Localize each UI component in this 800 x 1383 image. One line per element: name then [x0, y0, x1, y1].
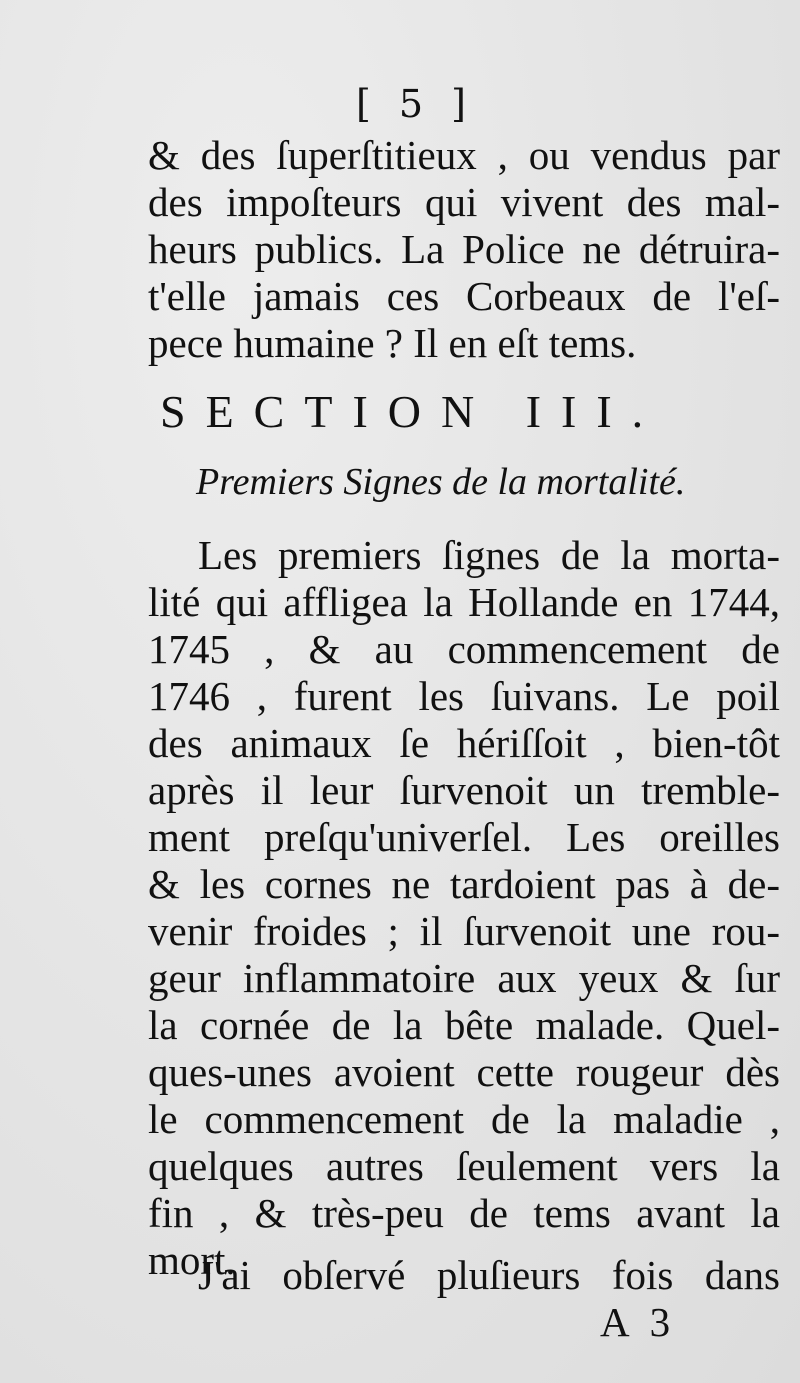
text-line: geur inflammatoire aux yeux & ſur	[148, 955, 780, 1001]
text-line: J'ai obſervé pluſieurs fois dans	[198, 1252, 780, 1298]
text-line: lité qui affligea la Hollande en 1744,	[148, 579, 780, 625]
text-line: quelques autres ſeulement vers la	[148, 1143, 780, 1189]
text-line: & les cornes ne tardoient pas à de-	[148, 861, 780, 907]
text-line: pece humaine ? Il en eſt tems.	[148, 320, 637, 366]
text-line: après il leur ſurvenoit un tremble-	[148, 767, 780, 813]
text-line: heurs publics. La Police ne détruira-	[148, 226, 780, 272]
text-line: fin , & très-peu de tems avant la	[148, 1190, 780, 1236]
text-line: ment preſqu'univerſel. Les oreilles	[148, 814, 780, 860]
signature-mark: A 3	[600, 1299, 677, 1345]
section-subtitle: Premiers Signes de la mortalité.	[196, 461, 686, 503]
paragraph-3	[148, 1252, 780, 1299]
text-line: des impoſteurs qui vivent des mal-	[148, 179, 780, 225]
text-line: le commencement de la maladie ,	[148, 1096, 780, 1142]
paragraph-2	[148, 532, 780, 1284]
text-line: t'elle jamais ces Corbeaux de l'eſ-	[148, 273, 780, 319]
page-number: [ 5 ]	[356, 82, 474, 126]
text-line: ques-unes avoient cette rougeur dès	[148, 1049, 780, 1095]
text-line: mort.	[148, 1237, 236, 1283]
text-line: & des ſuperſtitieux , ou vendus par	[148, 132, 780, 178]
text-line: la cornée de la bête malade. Quel-	[148, 1002, 780, 1048]
text-line: des animaux ſe hériſſoit , bien-tôt	[148, 720, 780, 766]
text-line: venir froides ; il ſurvenoit une rou-	[148, 908, 780, 954]
paragraph-1	[148, 132, 780, 367]
text-line: Les premiers ſignes de la morta-	[198, 532, 780, 578]
text-line: 1745 , & au commencement de	[148, 626, 780, 672]
section-title: SECTION III.	[160, 386, 664, 437]
text-line: 1746 , furent les ſuivans. Le poil	[148, 673, 780, 719]
